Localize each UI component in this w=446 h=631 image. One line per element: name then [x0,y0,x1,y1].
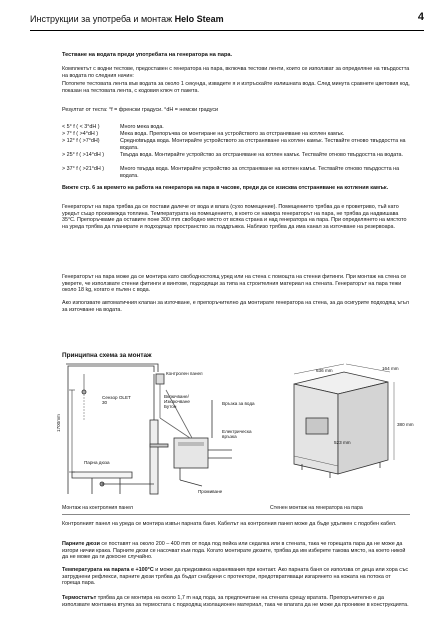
steam-temp-text: и може да предизвика наранявания при контакт. Ако парната баня се използва от деца или хора със затруднени рефлекси, парните дюзи трябва да бъдат снабдени с протектори, предотвратяващи изгарянето на кожата на потока от гореща пара. [62,567,409,586]
label-height: 1700mm [56,414,61,432]
header-brand: Helo Steam [174,14,224,24]
label-steam-nozzle: Парна дюза [84,460,110,465]
hardness-text: Средноtвърда вода. Монтирайте устройството за отстраняване на котлен камък. Тествайте отново твърдостта на водата. [120,138,406,151]
label-water-connection: Връзка за вода [222,401,255,406]
hardness-text: Твърда вода. Монтирайте устройство за отстраняване на котлен камък. Тествайте отново твърдостта на водата. [120,152,404,158]
section-divider [62,514,410,515]
label-dim-inner: 523 mm [334,440,351,445]
water-test-para1: Комплектът с водни тестове, предоставен с генератора на пара, включва тестови ленти, които се използват за определяне на твърдостта на водата по следния начин: [62,66,410,79]
height-dimension [69,390,75,472]
diagram-title: Принципна схема за монтаж [62,352,152,359]
hardness-range: < 5° f ( < 3°dH ) [62,124,100,130]
steam-temp-heading: Температурата на парата е +100°C [62,567,154,573]
label-electric-cable: Електрическа връзка [222,429,252,440]
hardness-range: > 37° f ( >21°dH ) [62,166,105,172]
label-dim-width: 636 mm [316,368,333,373]
label-dim-depth: 380 mm [397,422,414,427]
steam-nozzle-text: се поставят на около 200 – 400 mm от пода под пейка или седалка или в стената, така че горещата пара да не може да изгори ничии крака. Парните дюзи се насочват към пода. Когато монтирате дюзите, трябва да им изберете такова място, на което никой да не може да ги докосне случайно. [62,541,406,560]
thermostat-para [62,595,410,608]
caption-left: Монтаж на контролния панел [62,505,133,511]
generator-drawing [294,372,388,478]
hardness-range: > 25° f ( >14°dH ) [62,152,105,158]
page-number: 4 [417,11,424,23]
steam-nozzle-heading: Парните дюзи [62,541,100,547]
label-drain: Промиване [198,489,223,494]
label-control-panel: Контролен панел [166,371,203,376]
thermostat-text: трябва да се монтира на около 1,7 m над пода, за предпочитане на стената срещу вратата. Препоръчително е да използвате монтажна втулка за термостата с подходящ изолационен материал, така че влагата да не може да проникне в конструкцията. [62,595,409,608]
control-panel-para: Контролният панел на уреда се монтира извън парната баня. Кабелът на контролния панел може да бъде удължен с подобен кабел. [62,521,397,527]
header-title-text: Инструкции за употреба и монтаж [30,14,173,24]
install-para2: Генераторът на пара може да се монтира като свободностоящ уред или на стена с помощта на стенни фитинги. При монтаж на стена се уверете, че използвате стенни фитинги и винтове, подходящи за типа на строителния материал на стената. Генераторът на пара тежи около 18 kg, когато е пълен с вода. [62,274,407,293]
header-title [30,14,224,24]
water-test-heading: Тестване на водата преди употребата на генератора на пара. [62,52,233,58]
water-test-para2: Потопете тестовата лента във водата за около 1 секунда, извадете я и изтръскайте излишната вода. След минута сравнете цветовия код, показан на тестовата лента, с кодовия ключ от пакета. [62,81,410,94]
sauna-room-schematic [66,364,232,494]
install-para1: Генераторът на пара трябва да се постави далече от вода и влага (сухо помещение). Помещението трябва да е проветриво, тъй като уредът също произвежда топлина. Температурата на помещението, в което се намира генераторът на пара, не трябва да надвишава 35°C. Препоръчваме да оставите поне 300 mm свободно място от всяка страна и над генератора на пара. При определянето на мястото на уреда трябва да планирате и подходящо пространство за поддръжка. Наблизо трябва да има канал за източване на резервоара. [62,204,407,230]
hardness-text: Мека вода. Препоръчва се монтиране на устройството за отстраняване на котлен камък. [120,131,345,137]
caption-right: Стенен монтаж на генератора на пара [270,505,363,511]
hardness-range: > 7° f ( >4°dH ) [62,131,99,137]
descaling-note: Вижте стр. 6 за времето на работа на генератора на пара в часове, преди да се изисква отстраняване на котления камък. [62,185,389,191]
install-para3: Ако използвате автоматичния клапан за източване, е препоръчително да монтирате генератора на стена, за да осигурите подходящ ъгъл за източване на водата. [62,300,409,313]
hardness-text: Много твърда вода. Монтирайте устройство за отстраняване на котлен камък. Тествайте отново твърдостта на водата. [120,166,400,179]
hardness-range: > 12° f ( >7°dH) [62,138,100,144]
page-header [30,8,424,31]
steam-nozzle-para [62,541,410,561]
thermostat-heading: Термостатът [62,595,97,601]
steam-temp-para [62,567,410,587]
hardness-text: Много мека вода. [120,124,164,130]
label-sensor: Сензор OLET 30 [102,395,131,406]
water-test-result-line: Резултат от теста: °f = френски градуси. °dH = немски градуси [62,107,219,113]
label-on-off-button: Включване/ Изключване Бутон [164,394,190,410]
label-dim-top: 164 mm [382,366,399,371]
